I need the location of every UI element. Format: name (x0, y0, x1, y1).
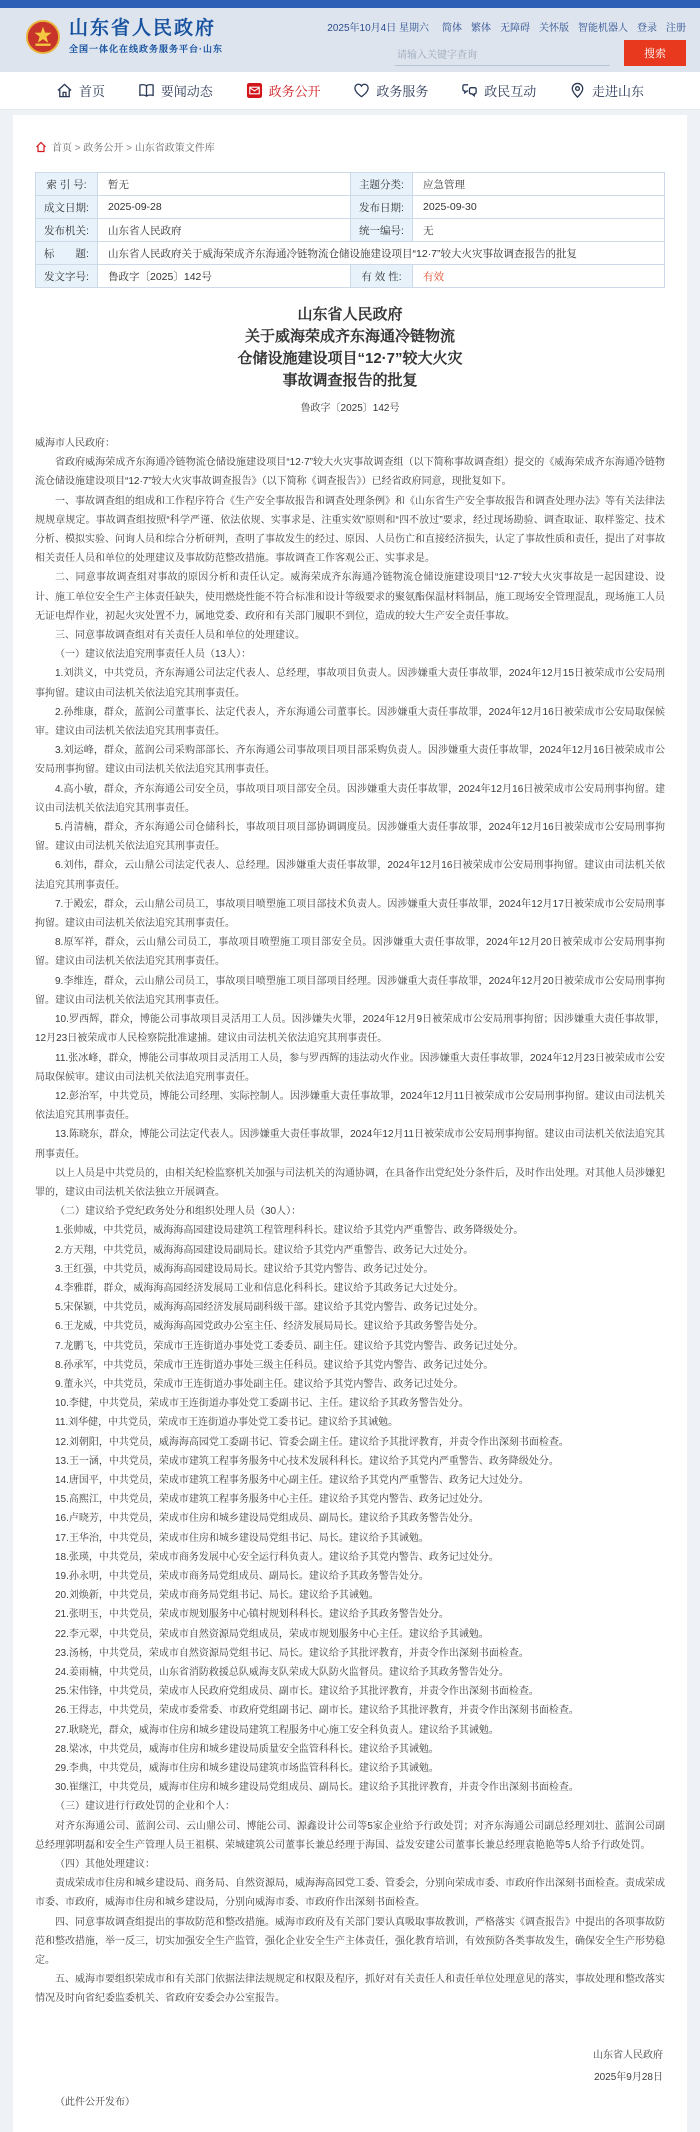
doc-paragraph: 25.宋伟锋，中共党员，荣成市人民政府党组成员、副市长。建议给予其批评教育，并责令作出深刻书面检查。 (55, 1686, 539, 1698)
doc-paragraph: 29.李典，中共党员，威海市住房和城乡建设局建筑市场监管科科长。建议给予其诫勉。 (55, 1763, 439, 1775)
breadcrumb-item: 山东省政策文件库 (134, 143, 215, 154)
doc-paragraph: 17.王华治，中共党员，荣成市住房和城乡建设局党组书记、局长。建议给予其诫勉。 (55, 1532, 429, 1544)
meta-label-publish: 发布日期: (351, 196, 413, 219)
doc-paragraph: 3.刘运峰，群众，蓝润公司采购部部长、齐东海通公司事故项目项目部采购负责人。因涉嫌重大责任事故罪，2024年12月16日被荣成市公安局刑事拘留。建议由司法机关依法追究其刑事责任。 (35, 745, 665, 776)
meta-value-date: 2025-09-28 (98, 196, 351, 219)
nav-item-label: 要闻动态 (160, 84, 213, 99)
meta-label-category: 主题分类: (351, 173, 413, 196)
disclosure-envelope-icon (246, 82, 263, 99)
meta-label-agency: 发布机关: (36, 219, 98, 242)
doc-paragraph: 对齐东海通公司、蓝润公司、云山鼎公司、博能公司、源鑫设计公司等5家企业给予行政处罚；对齐东海通公司副总经理刘壮、蓝润公司副总经理郭明磊和安全生产管理人员王祖棋、荣城建筑公司董事长兼总经理于海国、益发安建公司董事长兼总经理袁艳艳等5人给予行政处罚。 (35, 1820, 665, 1851)
doc-paragraph: 30.崔继江，中共党员，威海市住房和城乡建设局党组成员、副局长。建议给予其批评教育，并责令作出深刻书面检查。 (55, 1782, 579, 1794)
doc-paragraph: 19.孙永明，中共党员，荣成市商务局党组成员、副局长。建议给予其政务警告处分。 (55, 1570, 429, 1582)
doc-paragraph: 10.李健，中共党员，荣成市王连街道办事处党工委副书记、主任。建议给予其政务警告处分。 (55, 1398, 469, 1410)
nav-item-label: 首页 (79, 84, 106, 99)
doc-paragraph: 2.方天翔，中共党员，威海海高园建设局副局长。建议给予其党内严重警告、政务记大过处分。 (55, 1244, 474, 1256)
signature-date: 2025年9月28日 (594, 2071, 663, 2083)
doc-paragraph: 16.卢晓芳，中共党员，荣成市住房和城乡建设局党组成员、副局长。建议给予其政务警告处分。 (55, 1513, 479, 1525)
nav-item-label: 政民互动 (484, 84, 537, 99)
meta-value-title: 山东省人民政府关于威海荣成齐东海通冷链物流仓储设施建设项目“12·7”较大火灾事故调查报告的批复 (98, 242, 665, 265)
doc-paragraph: 5.肖清楠，群众，齐东海通公司仓储科长，事故项目项目部协调调度员。因涉嫌重大责任事故罪，2024年12月16日被荣成市公安局刑事拘留。建议由司法机关依法追究其刑事责任。 (35, 822, 665, 853)
doc-paragraph: 18.张瑛，中共党员，荣成市商务发展中心安全运行科负责人。建议给予其党内警告、政务记过处分。 (55, 1551, 499, 1563)
topbar-link[interactable]: 智能机器人 (578, 23, 628, 34)
doc-paragraph: 21.张明玉，中共党员，荣成市规划服务中心镇村规划科科长。建议给予其政务警告处分。 (55, 1609, 449, 1621)
meta-label-date: 成文日期: (36, 196, 98, 219)
doc-paragraph: 10.罗西辉，群众，博能公司事故项目灵活用工人员。因涉嫌失火罪，2024年12月9日被荣成市公安局刑事拘留；因涉嫌重大责任事故罪，12月23日被荣成市人民检察院批准逮捕。建议由司法机关依法追究其刑事责任。 (35, 1014, 665, 1045)
doc-paragraph: 3.王红强，中共党员，威海海高园建设局局长。建议给予其党内警告、政务记过处分。 (55, 1263, 434, 1275)
meta-value-docnum: 鲁政字〔2025〕142号 (98, 265, 351, 288)
doc-paragraph: 28.梁冰，中共党员，威海市住房和城乡建设局质量安全监管科科长。建议给予其诫勉。 (55, 1743, 439, 1755)
breadcrumb-item[interactable]: 首页 (52, 143, 72, 154)
current-date: 2025年10月4日 星期六 (327, 23, 429, 34)
doc-paragraph: 7.于殿宏，群众，云山鼎公司员工，事故项目喷塑施工项目部技术负责人。因涉嫌重大责任事故罪，2024年12月17日被荣成市公安局刑事拘留。建议由司法机关依法追究其刑事责任。 (35, 898, 665, 930)
doc-paragraph: 27.耿晓光，群众，威海市住房和城乡建设局建筑工程服务中心施工安全科负责人。建议给予其诫勉。 (55, 1724, 499, 1736)
doc-paragraph: 一、事故调查组的组成和工作程序符合《生产安全事故报告和调查处理条例》和《山东省生产安全事故报告和调查处理办法》等有关法律法规规章规定。事故调查组按照“科学严谨、依法依规、实事求是、注重实效”原则和“四不放过”要求，经过现场勘验、调查取证、取样鉴定、技术分析、模拟实验、问询人员和综合分析研判，查明了事故发生的经过、原因、人员伤亡和直接经济损失，认定了事故性质和责任，提出了对事故相关责任人员和单位的处理建议及事故防范整改措施。事故调查工作客观公正、实事求是。 (35, 495, 665, 565)
doc-paragraph: （三）建议进行行政处罚的企业和个人： (55, 1801, 235, 1813)
topbar-link[interactable]: 无障碍 (500, 23, 530, 34)
meta-value-index: 暂无 (98, 173, 351, 196)
breadcrumb (35, 139, 665, 154)
doc-paragraph: 8.孙承军，中共党员，荣成市王连街道办事处三级主任科员。建议给予其党内警告、政务记过处分。 (55, 1359, 494, 1371)
meta-label-validity: 有 效 性: (351, 265, 413, 288)
search-bar (395, 40, 686, 66)
breadcrumb-separator: > (123, 143, 135, 154)
doc-paragraph: 9.董永兴，中共党员，荣成市王连街道办事处副主任。建议给予其党内警告、政务记过处分。 (55, 1378, 464, 1390)
doc-paragraph: 23.汤杨，中共党员，荣成市自然资源局党组书记、局长。建议给予其批评教育，并责令作出深刻书面检查。 (55, 1647, 529, 1659)
nav-item-5[interactable] (461, 81, 536, 100)
breadcrumb-separator: > (72, 143, 84, 154)
doc-paragraph: 9.李维连，群众，云山鼎公司员工，事故项目喷塑施工项目部项目经理。因涉嫌重大责任事故罪，2024年12月20日被荣成市公安局刑事拘留。建议由司法机关依法追究其刑事责任。 (35, 975, 665, 1006)
topbar-links (327, 19, 686, 34)
doc-paragraph: 责成荣成市住房和城乡建设局、商务局、自然资源局，威海海高园党工委、管委会，分别向荣成市委、市政府作出深刻书面检查。责成荣成市委、市政府，威海市住房和城乡建设局，分别向威海市委、市政府作出深刻书面检查。 (35, 1878, 665, 1909)
doc-paragraph: 26.王得志，中共党员，荣成市委常委、市政府党组副书记、副市长。建议给予其批评教育，并责令作出深刻书面检查。 (55, 1705, 579, 1717)
doc-paragraph: 8.原军祥，群众，云山鼎公司员工，事故项目喷塑施工项目部安全员。因涉嫌重大责任事故罪，2024年12月20日被荣成市公安局刑事拘留。建议由司法机关依法追究其刑事责任。 (35, 937, 665, 968)
nav-item-1[interactable] (56, 81, 105, 100)
nav-item-3[interactable] (246, 81, 321, 100)
meta-value-validity: 有效 (413, 265, 665, 288)
document-title-line: 仓储设施建设项目“12·7”较大火灾 (237, 350, 463, 367)
map-pin-icon (569, 82, 586, 99)
doc-paragraph: 14.唐国平，中共党员，荣成市建筑工程事务服务中心副主任。建议给予其党内严重警告、政务记大过处分。 (55, 1474, 529, 1486)
meta-value-category: 应急管理 (413, 173, 665, 196)
doc-paragraph: 5.宋保颖，中共党员，威海海高园经济发展局副科级干部。建议给予其党内警告、政务记过处分。 (55, 1302, 484, 1314)
doc-paragraph: 11.刘华健，中共党员，荣成市王连街道办事处党工委书记。建议给予其诫勉。 (55, 1417, 399, 1429)
document-body (35, 434, 665, 2009)
top-strip (0, 0, 700, 8)
doc-paragraph: 22.李元翠，中共党员，荣成市自然资源局党组成员，荣成市规划服务中心主任。建议给予其诫勉。 (55, 1628, 489, 1640)
breadcrumb-item[interactable]: 政务公开 (83, 143, 124, 154)
doc-paragraph: 以上人员是中共党员的，由相关纪检监察机关加强与司法机关的沟通协调，在具备作出党纪处分条件后，及时作出处理。对其他人员涉嫌犯罪的，建议由司法机关依法独立开展调查。 (35, 1167, 665, 1198)
topbar-link[interactable]: 简体 (442, 23, 462, 34)
document-title-line: 关于威海荣成齐东海通冷链物流 (244, 328, 455, 345)
topbar-link[interactable]: 繁体 (471, 23, 491, 34)
doc-paragraph: 省政府威海荣成齐东海通冷链物流仓储设施建设项目“12·7”较大火灾事故调查组（以下简称事故调查组）提交的《威海荣成齐东海通冷链物流仓储设施建设项目“12·7”较大火灾事故调查报告》（以下简称《调查报告》）已经省政府同意，现批复如下。 (35, 457, 665, 488)
document-title (35, 304, 665, 392)
doc-paragraph: 三、同意事故调查组对有关责任人员和单位的处理建议。 (55, 630, 305, 642)
topbar-link[interactable]: 注册 (666, 23, 686, 34)
doc-paragraph: 13.陈晓东，群众，博能公司法定代表人。因涉嫌重大责任事故罪，2024年12月11日被荣成市公安局刑事拘留。建议由司法机关依法追究其刑事责任。 (35, 1129, 665, 1160)
doc-paragraph: 4.高小敏，群众，齐东海通公司安全员，事故项目项目部安全员。因涉嫌重大责任事故罪，2024年12月16日被荣成市公安局刑事拘留。建议由司法机关依法追究其刑事责任。 (35, 783, 665, 814)
doc-paragraph: 12.刘朝阳，中共党员，威海海高园党工委副书记、管委会副主任。建议给予其批评教育，并责令作出深刻书面检查。 (55, 1436, 569, 1448)
national-emblem-icon (26, 20, 60, 54)
meta-label-index: 索 引 号: (36, 173, 98, 196)
main-nav (0, 72, 700, 110)
home-icon (35, 141, 47, 153)
content-card (13, 115, 687, 2132)
doc-paragraph: 威海市人民政府： (35, 438, 115, 449)
site-subtitle: 全国一体化在线政务服务平台·山东 (69, 44, 223, 54)
doc-paragraph: 7.龙鹏飞，中共党员，荣成市王连街道办事处党工委委员、副主任。建议给予其党内警告、政务记过处分。 (55, 1340, 524, 1352)
doc-paragraph: 2.孙维康，群众，蓝润公司董事长、法定代表人，齐东海通公司董事长。因涉嫌重大责任事故罪，2024年12月16日被荣成市公安局取保候审。建议由司法机关依法追究其刑事责任。 (35, 706, 665, 738)
document-title-line: 山东省人民政府 (297, 306, 403, 323)
interaction-chat-icon (461, 82, 478, 99)
meta-label-docnum: 发文字号: (36, 265, 98, 288)
news-icon (138, 82, 155, 99)
document-number: 鲁政字〔2025〕142号 (300, 403, 400, 414)
home-icon (56, 82, 73, 99)
doc-paragraph: 6.王龙威，中共党员，威海海高园党政办公室主任、经济发展局局长。建议给予其政务警告处分。 (55, 1321, 484, 1333)
search-button[interactable]: 搜索 (624, 40, 686, 66)
publish-footnote: （此件公开发布） (55, 2096, 135, 2108)
meta-label-number: 统一编号: (351, 219, 413, 242)
document-meta-table (35, 172, 665, 288)
service-heart-icon (353, 82, 370, 99)
meta-value-number: 无 (413, 219, 665, 242)
doc-paragraph: 20.刘焕新，中共党员，荣成市商务局党组书记、局长。建议给予其诫勉。 (55, 1590, 379, 1602)
nav-item-label: 政务公开 (268, 84, 321, 99)
signature-org: 山东省人民政府 (593, 2049, 663, 2061)
meta-label-title: 标 题: (36, 242, 98, 265)
doc-paragraph: 12.彭治军，中共党员，博能公司经理、实际控制人。因涉嫌重大责任事故罪，2024年12月11日被荣成市公安局刑事拘留。建议由司法机关依法追究其刑事责任。 (35, 1090, 665, 1122)
site-name: 山东省人民政府 (69, 18, 217, 39)
meta-value-publish: 2025-09-30 (413, 196, 665, 219)
document-title-line: 事故调查报告的批复 (282, 372, 418, 389)
doc-paragraph: 1.刘洪义，中共党员，齐东海通公司法定代表人、总经理，事故项目负责人。因涉嫌重大责任事故罪，2024年12月15日被荣成市公安局刑事拘留。建议由司法机关依法追究其刑事责任。 (35, 668, 665, 699)
meta-value-agency: 山东省人民政府 (98, 219, 351, 242)
nav-item-label: 走进山东 (591, 84, 644, 99)
nav-item-4[interactable] (353, 81, 428, 100)
doc-paragraph: 13.王一涵，中共党员，荣成市建筑工程事务服务中心技术发展科科长。建议给予其党内严重警告、政务降级处分。 (55, 1455, 559, 1467)
signature-block (35, 2045, 665, 2089)
breadcrumb-parts (52, 139, 215, 154)
doc-paragraph: 15.高熙江，中共党员，荣成市建筑工程事务服务中心主任。建议给予其党内警告、政务记过处分。 (55, 1494, 489, 1506)
topbar-link[interactable]: 登录 (637, 23, 657, 34)
topbar-link[interactable]: 关怀版 (539, 23, 569, 34)
doc-paragraph: 四、同意事故调查组提出的事故防范和整改措施。威海市政府及有关部门要认真吸取事故教训，严格落实《调查报告》中提出的各项事故防范和整改措施，举一反三，切实加强安全生产监管，强化企业安全生产主体责任，强化教育培训，有效预防各类事故发生，确保安全生产形势稳定。 (35, 1916, 665, 1967)
doc-paragraph: 五、威海市要组织荣成市和有关部门依据法律法规规定和权限及程序，抓好对有关责任人和责任单位处理意见的落实，事故处理和整改落实情况及时向省纪委监委机关、省政府安委会办公室报告。 (35, 1974, 665, 2005)
doc-paragraph: （一）建议依法追究刑事责任人员（13人）： (55, 649, 252, 661)
nav-item-6[interactable] (569, 81, 644, 100)
nav-item-2[interactable] (138, 81, 213, 100)
doc-paragraph: 6.刘伟，群众，云山鼎公司法定代表人、总经理。因涉嫌重大责任事故罪，2024年12月16日被荣成市公安局刑事拘留。建议由司法机关依法追究其刑事责任。 (35, 860, 665, 891)
page-body (0, 110, 700, 2132)
doc-paragraph: 11.张冰峰，群众，博能公司事故项目灵活用工人员，参与罗西辉的违法动火作业。因涉嫌重大责任事故罪，2024年12月23日被荣成市公安局取保候审。建议由司法机关依法追究刑事责任。 (35, 1052, 665, 1083)
doc-paragraph: （四）其他处理建议： (55, 1859, 155, 1871)
nav-item-label: 政务服务 (376, 84, 429, 99)
doc-paragraph: （二）建议给予党纪政务处分和组织处理人员（30人）： (55, 1206, 302, 1218)
site-brand[interactable] (26, 16, 223, 55)
doc-paragraph: 4.李雅群，群众，威海海高园经济发展局工业和信息化科科长。建议给予其政务记大过处分。 (55, 1282, 464, 1294)
search-input[interactable] (395, 46, 610, 66)
doc-paragraph: 二、同意事故调查组对事故的原因分析和责任认定。威海荣成齐东海通冷链物流仓储设施建设项目“12·7”较大火灾事故是一起因建设、设计、施工单位安全生产主体责任缺失，使用燃烧性能不符合标准和设计等级要求的聚氨酯保温材料制品，施工现场安全管理混乱，现场施工人员无证电焊作业，初起火灾处置不力，属地党委、政府和有关部门履职不到位，造成的较大生产安全责任事故。 (35, 572, 665, 622)
doc-paragraph: 1.张帅威，中共党员，威海海高园建设局建筑工程管理科科长。建议给予其党内严重警告、政务降级处分。 (55, 1225, 524, 1237)
doc-paragraph: 24.姜雨楠，中共党员，山东省消防救援总队威海支队荣成大队防火监督员。建议给予其政务警告处分。 (55, 1667, 509, 1678)
site-header (0, 8, 700, 72)
